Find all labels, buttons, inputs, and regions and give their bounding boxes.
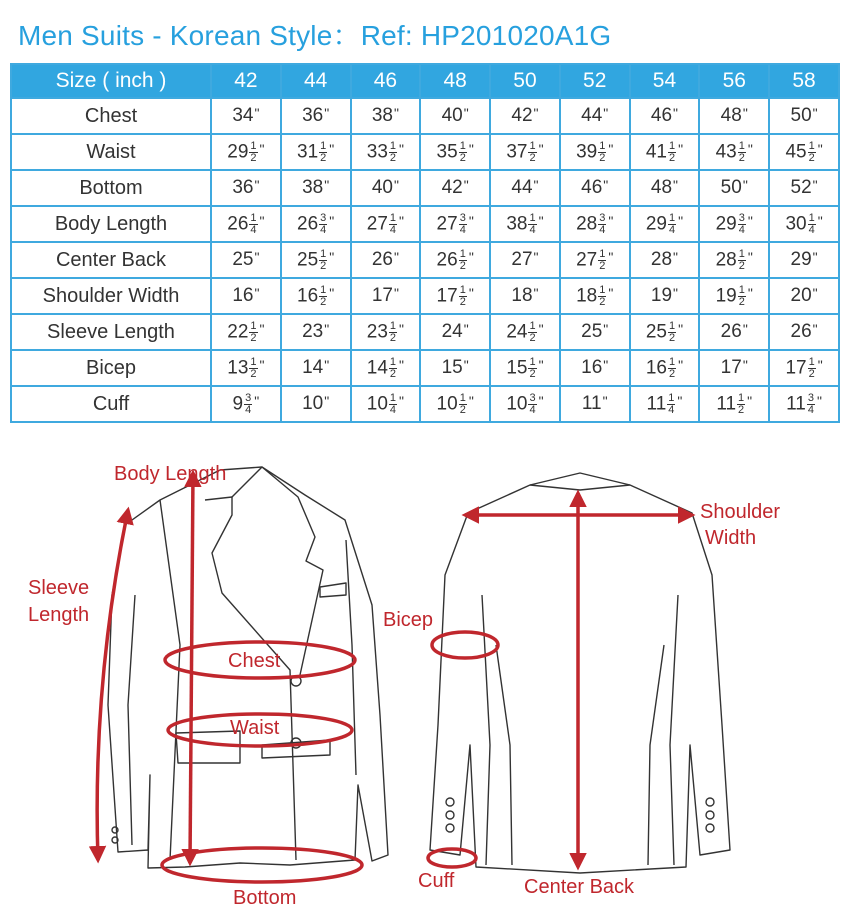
measurement-value: 15 $\frac{1}{2}$ "	[490, 350, 560, 386]
size-column-header: 52	[560, 64, 630, 98]
measurement-value: 38 $\frac{1}{4}$ "	[490, 206, 560, 242]
measurement-value: 48"	[699, 98, 769, 134]
size-header-label: Size ( inch )	[11, 64, 211, 98]
measurement-value: 27"	[490, 242, 560, 278]
measurement-value: 44"	[490, 170, 560, 206]
measurement-value: 11 $\frac{1}{4}$ "	[630, 386, 700, 422]
table-row	[11, 170, 839, 206]
bottom-loop	[162, 848, 362, 882]
measurement-label: Waist	[11, 134, 211, 170]
measurement-value: 25 $\frac{1}{2}$ "	[630, 314, 700, 350]
measurement-value: 30 $\frac{1}{4}$ "	[769, 206, 839, 242]
measurement-value: 11"	[560, 386, 630, 422]
measurement-value: 14 $\frac{1}{2}$ "	[351, 350, 421, 386]
measurement-value: 9 $\frac{3}{4}$ "	[211, 386, 281, 422]
measurement-guides	[97, 473, 692, 882]
measurement-value: 46"	[630, 98, 700, 134]
measurement-value: 19"	[630, 278, 700, 314]
measurement-value: 52"	[769, 170, 839, 206]
sleeve-length-label-line1: Sleeve	[28, 577, 90, 599]
measurement-value: 31 $\frac{1}{2}$ "	[281, 134, 351, 170]
measurement-value: 11 $\frac{3}{4}$ "	[769, 386, 839, 422]
measurement-label: Bottom	[11, 170, 211, 206]
measurement-value: 29"	[769, 242, 839, 278]
measurement-value: 29 $\frac{1}{4}$ "	[630, 206, 700, 242]
table-row	[11, 242, 839, 278]
measurement-value: 27 $\frac{3}{4}$ "	[420, 206, 490, 242]
measurement-value: 25 $\frac{1}{2}$ "	[281, 242, 351, 278]
back-jacket-outline	[430, 473, 730, 873]
measurement-value: 29 $\frac{3}{4}$ "	[699, 206, 769, 242]
measurement-value: 41 $\frac{1}{2}$ "	[630, 134, 700, 170]
page-title: Men Suits - Korean Style：Ref: HP201020A1G	[18, 20, 612, 51]
measurement-value: 18"	[490, 278, 560, 314]
measurement-value: 26"	[699, 314, 769, 350]
measurement-value: 10 $\frac{1}{4}$ "	[351, 386, 421, 422]
measurement-value: 28"	[630, 242, 700, 278]
size-column-header: 48	[420, 64, 490, 98]
table-row	[11, 134, 839, 170]
table-header-row	[11, 64, 839, 98]
measurement-value: 26"	[769, 314, 839, 350]
measurement-value: 43 $\frac{1}{2}$ "	[699, 134, 769, 170]
size-column-header: 46	[351, 64, 421, 98]
measurement-value: 26 $\frac{1}{2}$ "	[420, 242, 490, 278]
measurement-value: 15"	[420, 350, 490, 386]
measurement-value: 16 $\frac{1}{2}$ "	[281, 278, 351, 314]
measurement-value: 50"	[769, 98, 839, 134]
measurement-value: 13 $\frac{1}{2}$ "	[211, 350, 281, 386]
measurement-value: 16"	[560, 350, 630, 386]
measurement-value: 38"	[351, 98, 421, 134]
measurement-label: Chest	[11, 98, 211, 134]
measurement-value: 14"	[281, 350, 351, 386]
measurement-value: 34"	[211, 98, 281, 134]
measurement-value: 17"	[351, 278, 421, 314]
measurement-value: 20"	[769, 278, 839, 314]
table-row	[11, 314, 839, 350]
measurement-value: 46"	[560, 170, 630, 206]
size-column-header: 56	[699, 64, 769, 98]
measurement-value: 39 $\frac{1}{2}$ "	[560, 134, 630, 170]
measurement-value: 24 $\frac{1}{2}$ "	[490, 314, 560, 350]
measurement-label: Body Length	[11, 206, 211, 242]
measurement-value: 17 $\frac{1}{2}$ "	[420, 278, 490, 314]
measurement-value: 19 $\frac{1}{2}$ "	[699, 278, 769, 314]
measurement-value: 26"	[351, 242, 421, 278]
size-column-header: 44	[281, 64, 351, 98]
table-body	[11, 98, 839, 422]
shoulder-width-label-line2: Width	[705, 527, 757, 549]
measurement-value: 10 $\frac{1}{2}$ "	[420, 386, 490, 422]
size-column-header: 54	[630, 64, 700, 98]
measurement-value: 40"	[420, 98, 490, 134]
table-row	[11, 350, 839, 386]
measurement-value: 36"	[281, 98, 351, 134]
waist-label: Waist	[230, 717, 280, 739]
measurement-value: 23 $\frac{1}{2}$ "	[351, 314, 421, 350]
measurement-label: Bicep	[11, 350, 211, 386]
measurement-value: 26 $\frac{1}{4}$ "	[211, 206, 281, 242]
table-row	[11, 98, 839, 134]
measurement-value: 27 $\frac{1}{2}$ "	[560, 242, 630, 278]
measurement-value: 17 $\frac{1}{2}$ "	[769, 350, 839, 386]
measurement-label: Shoulder Width	[11, 278, 211, 314]
measurement-value: 45 $\frac{1}{2}$ "	[769, 134, 839, 170]
measurement-value: 25"	[560, 314, 630, 350]
table-row	[11, 278, 839, 314]
measurement-value: 16"	[211, 278, 281, 314]
measurement-value: 29 $\frac{1}{2}$ "	[211, 134, 281, 170]
body-length-label: Body Length	[114, 463, 227, 485]
measurement-value: 42"	[490, 98, 560, 134]
cuff-label: Cuff	[418, 870, 455, 892]
shoulder-width-label-line1: Shoulder	[700, 501, 781, 523]
chest-label: Chest	[228, 650, 281, 672]
measurement-value: 38"	[281, 170, 351, 206]
measurement-label: Cuff	[11, 386, 211, 422]
sleeve-length-label-line2: Length	[28, 604, 90, 626]
measurement-value: 48"	[630, 170, 700, 206]
measurement-value: 11 $\frac{1}{2}$ "	[699, 386, 769, 422]
body-length-arrow	[190, 473, 193, 863]
size-column-header: 50	[490, 64, 560, 98]
size-column-header: 58	[769, 64, 839, 98]
measurement-value: 27 $\frac{1}{4}$ "	[351, 206, 421, 242]
measurement-label: Sleeve Length	[11, 314, 211, 350]
measurement-value: 26 $\frac{3}{4}$ "	[281, 206, 351, 242]
measurement-value: 28 $\frac{1}{2}$ "	[699, 242, 769, 278]
table-row	[11, 206, 839, 242]
measurement-value: 42"	[420, 170, 490, 206]
center-back-label: Center Back	[524, 876, 635, 898]
cuff-loop	[428, 849, 476, 867]
bicep-label: Bicep	[383, 609, 434, 631]
measurement-value: 25"	[211, 242, 281, 278]
measurement-value: 37 $\frac{1}{2}$ "	[490, 134, 560, 170]
table-row	[11, 386, 839, 422]
measurement-value: 10 $\frac{3}{4}$ "	[490, 386, 560, 422]
size-chart-table	[10, 63, 840, 423]
measurement-value: 17"	[699, 350, 769, 386]
measurement-value: 40"	[351, 170, 421, 206]
measurement-value: 10"	[281, 386, 351, 422]
measurement-value: 16 $\frac{1}{2}$ "	[630, 350, 700, 386]
size-column-header: 42	[211, 64, 281, 98]
measurement-value: 35 $\frac{1}{2}$ "	[420, 134, 490, 170]
measurement-value: 18 $\frac{1}{2}$ "	[560, 278, 630, 314]
measurement-value: 23"	[281, 314, 351, 350]
measurement-value: 36"	[211, 170, 281, 206]
measurement-value: 24"	[420, 314, 490, 350]
measurement-label: Center Back	[11, 242, 211, 278]
sleeve-length-arrow	[97, 510, 128, 860]
measurement-value: 33 $\frac{1}{2}$ "	[351, 134, 421, 170]
measurement-value: 28 $\frac{3}{4}$ "	[560, 206, 630, 242]
measurement-value: 44"	[560, 98, 630, 134]
jacket-measurement-diagram	[0, 445, 850, 922]
measurement-value: 50"	[699, 170, 769, 206]
bottom-label: Bottom	[233, 887, 297, 909]
measurement-value: 22 $\frac{1}{2}$ "	[211, 314, 281, 350]
